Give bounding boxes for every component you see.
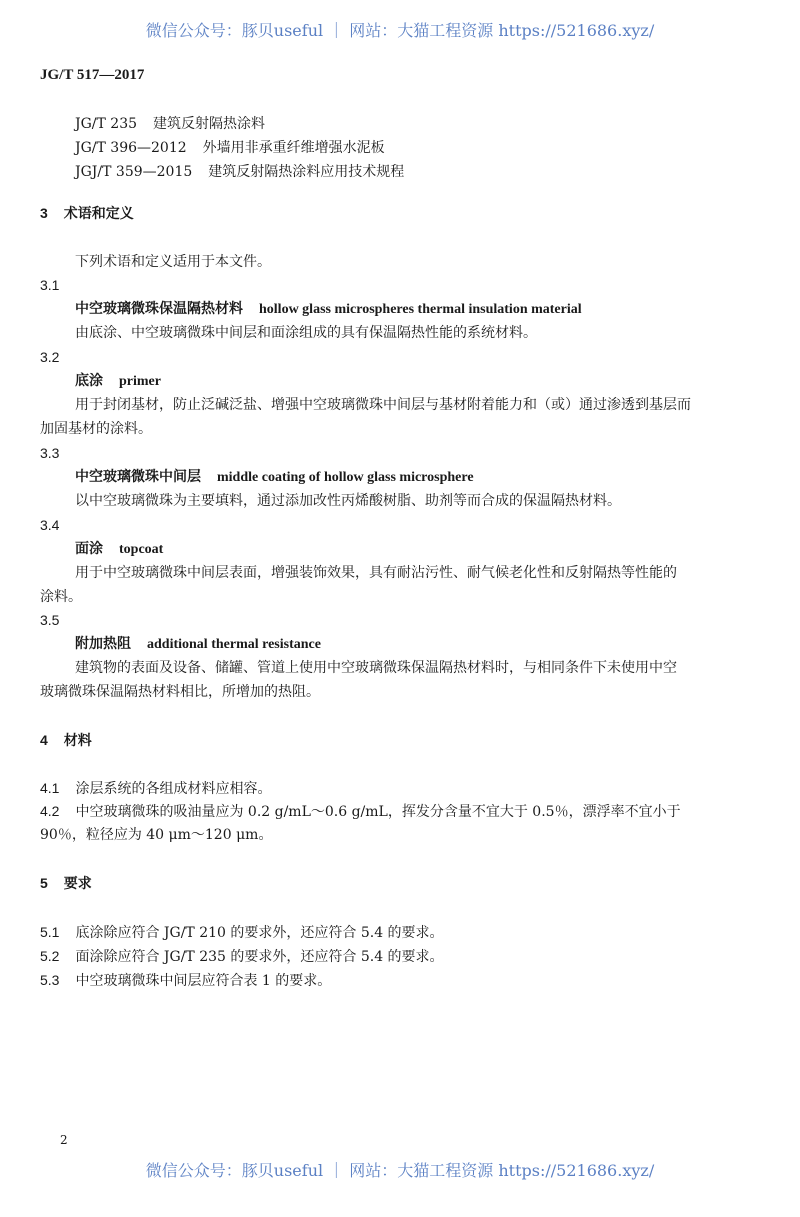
- term-number: 3.5: [40, 612, 60, 628]
- section-heading: 5 要求: [40, 875, 92, 892]
- term-definition-cont: 加固基材的涂料。: [40, 421, 152, 437]
- term-number: 3.3: [40, 445, 60, 461]
- section-heading: 3 术语和定义: [40, 205, 134, 222]
- term-number: 3.2: [40, 349, 60, 365]
- term-title: 中空玻璃微珠中间层 middle coating of hollow glass microsphere: [75, 469, 474, 485]
- clause: 4.1 涂层系统的各组成材料应相容。: [40, 780, 272, 797]
- term-definition: 用于封闭基材，防止泛碱泛盐、增强中空玻璃微珠中间层与基材附着能力和（或）通过渗透到基层而: [75, 397, 691, 413]
- term-definition: 以中空玻璃微珠为主要填料，通过添加改性丙烯酸树脂、助剂等而合成的保温隔热材料。: [75, 493, 621, 509]
- reference-code: JG/T 396—2012: [75, 140, 187, 156]
- section-intro: 下列术语和定义适用于本文件。: [75, 254, 271, 270]
- term-definition-cont: 玻璃微珠保温隔热材料相比，所增加的热阻。: [40, 684, 320, 700]
- watermark-bottom: 微信公众号：豚贝useful ｜ 网站：大猫工程资源 https://521686.xyz/: [145, 1161, 655, 1180]
- watermark-top: 微信公众号：豚贝useful ｜ 网站：大猫工程资源 https://521686.xyz/: [145, 21, 655, 40]
- standard-header: JG/T 517—2017: [40, 67, 145, 83]
- clause: 5.2 面涂除应符合 JG/T 235 的要求外，还应符合 5.4 的要求。: [40, 948, 444, 965]
- term-title: 面涂 topcoat: [75, 541, 164, 557]
- term-definition: 建筑物的表面及设备、储罐、管道上使用中空玻璃微珠保温隔热材料时，与相同条件下未使用中空: [75, 660, 677, 676]
- term-number: 3.4: [40, 517, 60, 533]
- reference-code: JG/T 235: [75, 116, 138, 132]
- term-title: 底涂 primer: [75, 373, 161, 389]
- reference-item: [75, 115, 265, 133]
- reference-title: 建筑反射隔热涂料: [153, 116, 266, 132]
- section-heading: 4 材料: [40, 732, 92, 749]
- reference-item: [75, 139, 385, 157]
- clause: 4.2 中空玻璃微珠的吸油量应为 0.2 g/mL～0.6 g/mL，挥发分含量不宜大于 0.5％，漂浮率不宜小于: [40, 803, 681, 820]
- term-definition-cont: 涂料。: [40, 589, 82, 605]
- term-definition: 由底涂、中空玻璃微珠中间层和面涂组成的具有保温隔热性能的系统材料。: [75, 325, 537, 341]
- term-title: 中空玻璃微珠保温隔热材料 hollow glass microspheres thermal insulation material: [75, 301, 582, 317]
- clause-cont: 90％，粒径应为 40 μm～120 μm。: [40, 827, 273, 843]
- term-definition: 用于中空玻璃微珠中间层表面，增强装饰效果，具有耐沾污性、耐气候老化性和反射隔热等性能的: [75, 565, 677, 581]
- reference-item: [75, 163, 404, 181]
- term-number: 3.1: [40, 277, 60, 293]
- term-title: 附加热阻 additional thermal resistance: [75, 636, 321, 652]
- page-number: 2: [60, 1133, 68, 1147]
- reference-title: 外墙用非承重纤维增强水泥板: [202, 140, 385, 156]
- reference-title: 建筑反射隔热涂料应用技术规程: [208, 164, 405, 180]
- clause: 5.1 底涂除应符合 JG/T 210 的要求外，还应符合 5.4 的要求。: [40, 924, 444, 941]
- clause: 5.3 中空玻璃微珠中间层应符合表 1 的要求。: [40, 972, 332, 989]
- reference-code: JGJ/T 359—2015: [75, 164, 193, 180]
